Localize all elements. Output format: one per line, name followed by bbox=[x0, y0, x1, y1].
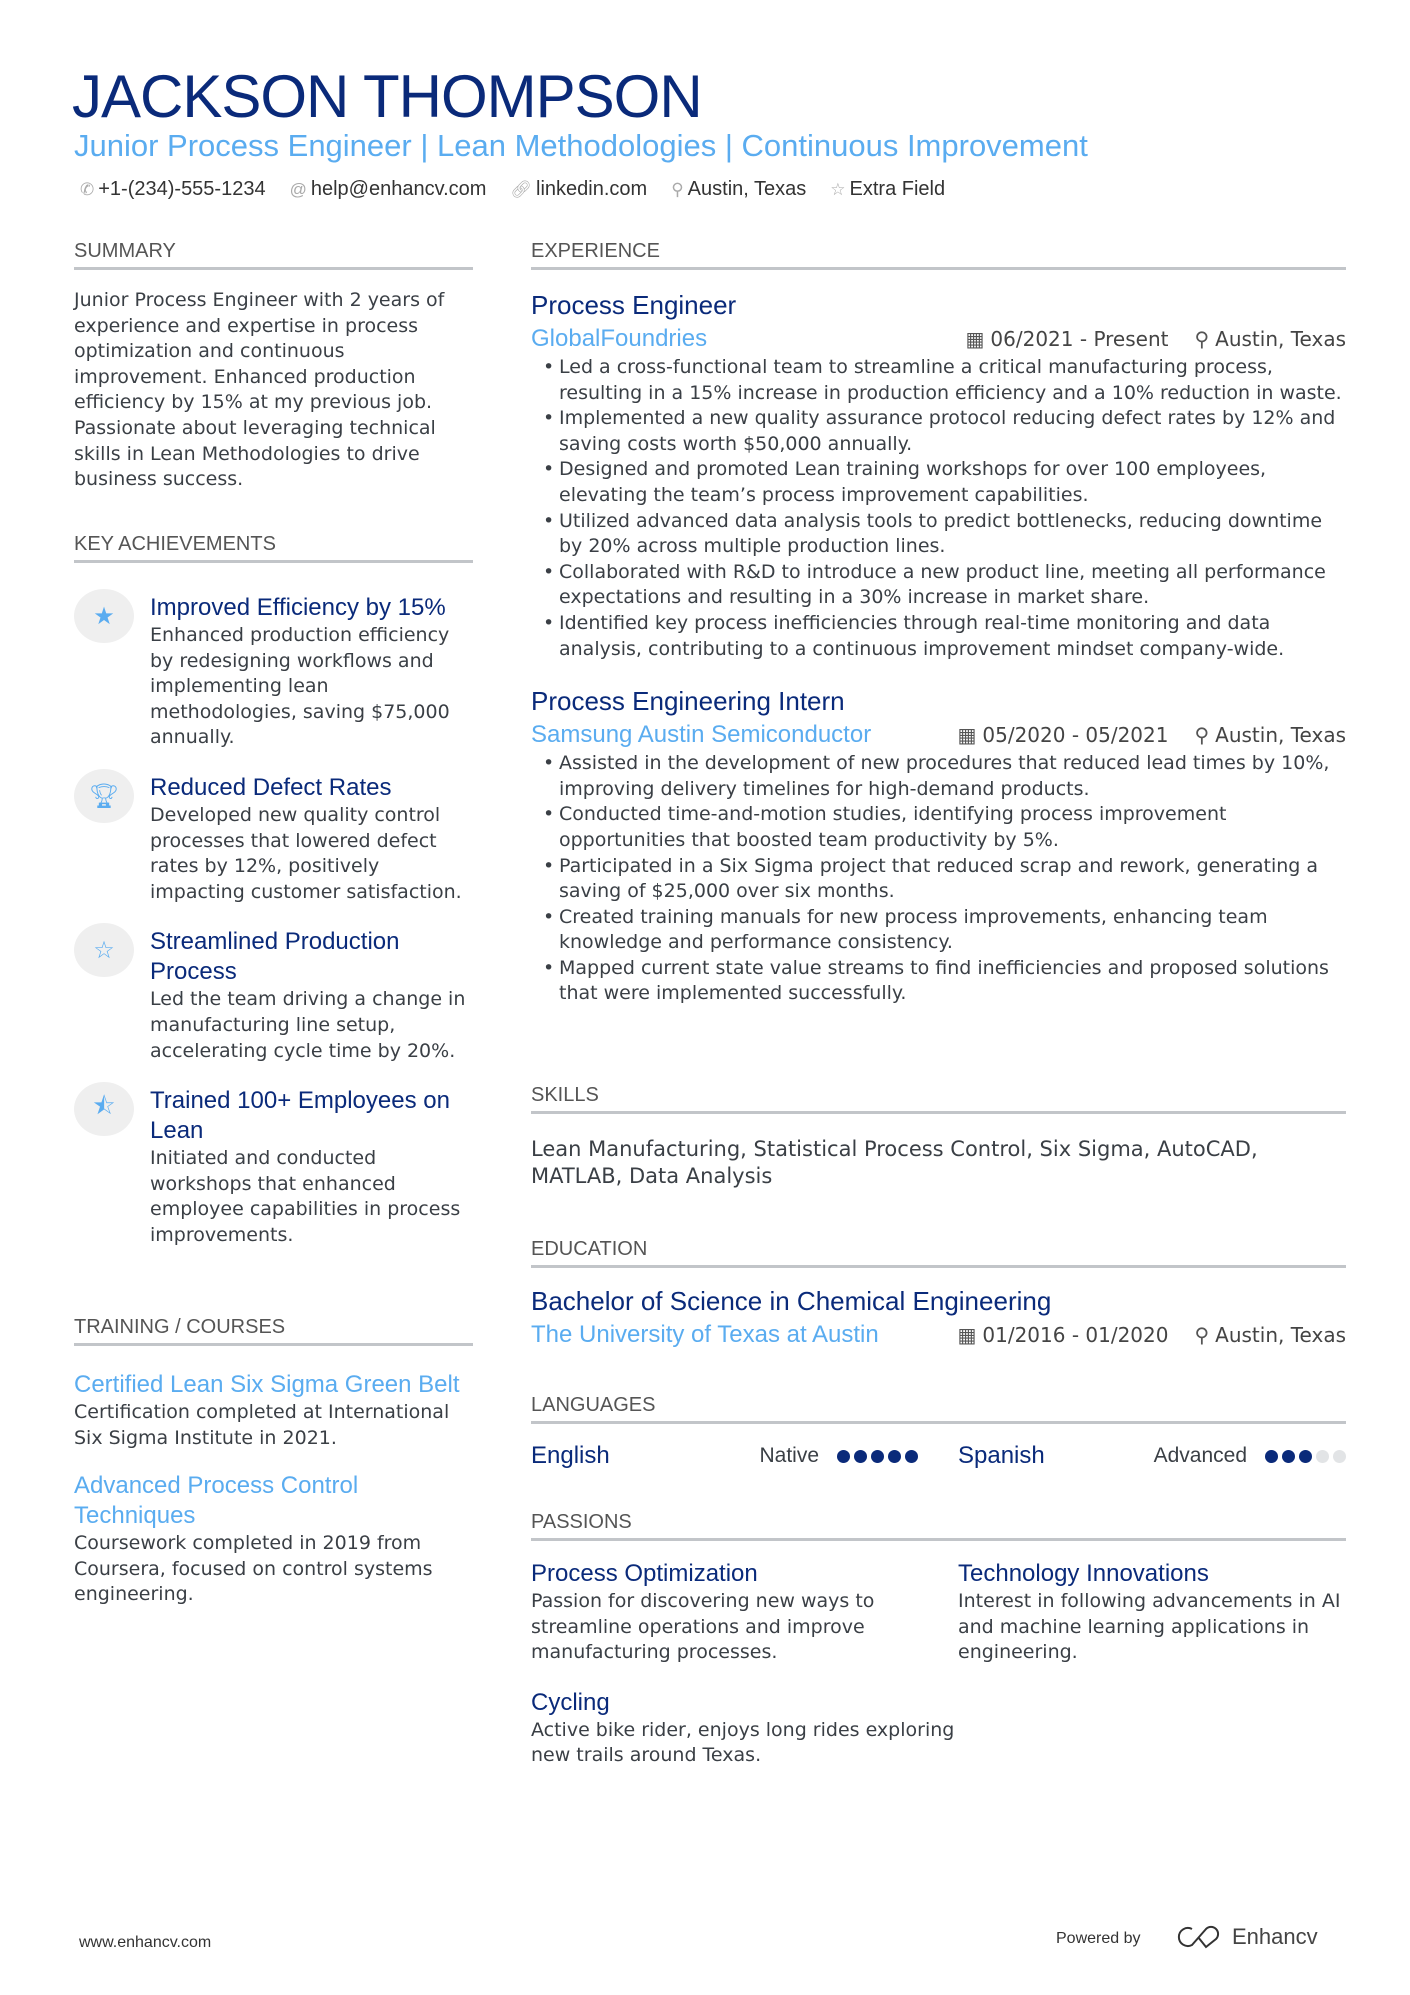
contact-location bbox=[671, 178, 806, 201]
job-title: Process Engineering Intern bbox=[531, 686, 845, 717]
rating-dot-empty bbox=[1333, 1450, 1346, 1463]
section-heading: PASSIONS bbox=[531, 1511, 1346, 1541]
rating-dot-filled bbox=[871, 1450, 884, 1463]
headline: Junior Process Engineer | Lean Methodologies | Continuous Improvement bbox=[74, 128, 1088, 163]
rating-dot-filled bbox=[837, 1450, 850, 1463]
calendar-icon: ▦ bbox=[957, 1323, 977, 1347]
achievement-title: Streamlined Production Process bbox=[150, 928, 400, 986]
passion-text: Active bike rider, enjoys long rides exploring new trails around Texas. bbox=[531, 1718, 955, 1767]
job-location: Austin, Texas bbox=[1215, 327, 1346, 351]
language-name: Spanish bbox=[958, 1442, 1045, 1469]
rating-dot-empty bbox=[1316, 1450, 1329, 1463]
job-location: Austin, Texas bbox=[1215, 723, 1346, 748]
rating-dot-filled bbox=[1299, 1450, 1312, 1463]
job-dates: 06/2021 - Present bbox=[990, 327, 1169, 351]
summary-section bbox=[74, 240, 473, 493]
passion-item bbox=[531, 1559, 958, 1666]
location-pin-icon: ⚲ bbox=[1194, 327, 1210, 351]
calendar-icon: ▦ bbox=[965, 327, 985, 351]
achievement-title: Reduced Defect Rates bbox=[150, 773, 392, 801]
job-bullet: • Created training manuals for new process improvements, enhancing team knowledge and performance consistency. bbox=[531, 905, 1346, 956]
job-bullet: • Conducted time-and-motion studies, identifying process improvement opportunities that boosted team productivity by 5%. bbox=[531, 802, 1346, 853]
phone-icon: ✆ bbox=[80, 180, 95, 199]
contact-email[interactable] bbox=[290, 178, 487, 201]
training-title: Advanced Process Control Techniques bbox=[74, 1472, 359, 1530]
footer-website[interactable]: www.enhancv.com bbox=[79, 1934, 212, 1951]
rating-dots bbox=[1265, 1450, 1346, 1463]
trophy-icon: 🏆︎ bbox=[74, 769, 134, 823]
achievement-title: Improved Efficiency by 15% bbox=[150, 594, 446, 621]
star-outline-icon: ☆ bbox=[74, 923, 134, 977]
achievement-item bbox=[74, 773, 473, 905]
experience-section bbox=[531, 240, 1346, 1007]
job-bullet: • Participated in a Six Sigma project that reduced scrap and rework, generating a saving of $25,000 over six months. bbox=[531, 854, 1346, 905]
job-bullet: • Implemented a new quality assurance protocol reducing defect rates by 12% and saving costs worth $50,000 annually. bbox=[531, 406, 1346, 457]
passion-title: Process Optimization bbox=[531, 1560, 758, 1587]
location-pin-icon: ⚲ bbox=[671, 180, 684, 199]
section-heading: TRAINING / COURSES bbox=[74, 1316, 473, 1346]
section-heading: EXPERIENCE bbox=[531, 240, 1346, 270]
contact-bar bbox=[80, 178, 945, 201]
language-item bbox=[531, 1442, 958, 1470]
job-bullet: • Collaborated with R&D to introduce a new product line, meeting all performance expectations and resulting in a 30% increase in market share. bbox=[531, 560, 1346, 611]
footer-powered-by: Powered by bbox=[1056, 1930, 1141, 1947]
job-bullet: • Designed and promoted Lean training workshops for over 100 employees, elevating the team’s process improvement capabilities. bbox=[531, 457, 1346, 508]
section-heading: KEY ACHIEVEMENTS bbox=[74, 533, 473, 563]
rating-dot-filled bbox=[888, 1450, 901, 1463]
job-bullet: • Assisted in the development of new procedures that reduced lead times by 10%, improving delivery timelines for high-demand products. bbox=[531, 751, 1346, 802]
contact-link[interactable] bbox=[510, 178, 647, 201]
rating-dot-filled bbox=[1265, 1450, 1278, 1463]
training-text: Coursework completed in 2019 from Coursera, focused on control systems engineering. bbox=[74, 1532, 433, 1606]
achievement-text: Enhanced production efficiency by redesigning workflows and implementing lean methodologies, saving $75,000 annually. bbox=[150, 624, 450, 749]
passion-title: Technology Innovations bbox=[958, 1560, 1209, 1587]
passion-text: Passion for discovering new ways to streamline operations and improve manufacturing processes. bbox=[531, 1590, 875, 1664]
achievement-text: Led the team driving a change in manufacturing line setup, accelerating cycle time by 20%. bbox=[150, 988, 466, 1062]
school-name: The University of Texas at Austin bbox=[531, 1321, 879, 1348]
star-icon: ☆ bbox=[830, 180, 846, 199]
achievement-text: Developed new quality control processes that lowered defect rates by 12%, positively impacting customer satisfaction. bbox=[150, 803, 462, 903]
edu-location: Austin, Texas bbox=[1215, 1323, 1346, 1347]
language-level: Advanced bbox=[1153, 1444, 1247, 1467]
achievements-section bbox=[74, 533, 473, 1271]
calendar-icon: ▦ bbox=[957, 723, 977, 748]
candidate-name: JACKSON THOMPSON bbox=[72, 63, 702, 130]
job-entry bbox=[531, 290, 1346, 662]
achievement-item bbox=[74, 593, 473, 751]
location-pin-icon: ⚲ bbox=[1194, 1323, 1210, 1347]
skills-section bbox=[531, 1084, 1346, 1190]
job-bullet: • Identified key process inefficiencies through real-time monitoring and data analysis, contributing to a continuous improvement mindset company-wide. bbox=[531, 611, 1346, 662]
at-icon: @ bbox=[289, 180, 307, 199]
enhancv-logo bbox=[1176, 1924, 1318, 1950]
language-item bbox=[958, 1442, 1346, 1470]
rating-dots bbox=[837, 1450, 918, 1463]
language-level: Native bbox=[759, 1444, 819, 1467]
section-heading: LANGUAGES bbox=[531, 1394, 1346, 1424]
edu-dates: 01/2016 - 01/2020 bbox=[982, 1323, 1169, 1347]
contact-phone[interactable] bbox=[80, 178, 266, 201]
education-section bbox=[531, 1238, 1346, 1349]
star-filled-icon: ★ bbox=[74, 589, 134, 643]
brand-name: Enhancv bbox=[1232, 1924, 1318, 1949]
training-item bbox=[74, 1471, 473, 1608]
location-pin-icon: ⚲ bbox=[1194, 723, 1210, 748]
job-entry bbox=[531, 686, 1346, 1007]
training-section bbox=[74, 1316, 473, 1608]
job-bullet: • Utilized advanced data analysis tools to predict bottlenecks, reducing downtime by 20% across multiple production lines. bbox=[531, 509, 1346, 560]
training-item bbox=[74, 1370, 473, 1451]
job-dates: 05/2020 - 05/2021 bbox=[982, 723, 1169, 748]
training-title: Certified Lean Six Sigma Green Belt bbox=[74, 1371, 460, 1398]
contact-extra bbox=[830, 178, 945, 201]
job-bullet: • Mapped current state value streams to find inefficiencies and proposed solutions that were implemented successfully. bbox=[531, 956, 1346, 1007]
achievement-item bbox=[74, 927, 473, 1064]
job-bullets bbox=[531, 355, 1346, 662]
job-bullets bbox=[531, 751, 1346, 1007]
job-title: Process Engineer bbox=[531, 290, 737, 320]
extra-text: Extra Field bbox=[849, 178, 946, 200]
achievement-text: Initiated and conducted workshops that enhanced employee capabilities in process improvements. bbox=[150, 1147, 461, 1246]
phone-text: +1-(234)-555-1234 bbox=[98, 178, 266, 200]
section-heading: SUMMARY bbox=[74, 240, 473, 270]
job-bullet: • Led a cross-functional team to streamline a critical manufacturing process, resulting in a 15% increase in production efficiency and a 10% reduction in waste. bbox=[531, 355, 1346, 406]
link-icon: 🔗︎ bbox=[510, 180, 533, 199]
degree: Bachelor of Science in Chemical Engineering bbox=[531, 1286, 1052, 1316]
section-heading: SKILLS bbox=[531, 1084, 1346, 1114]
passion-text: Interest in following advancements in AI and machine learning applications in engineering. bbox=[958, 1590, 1341, 1664]
rating-dot-filled bbox=[1282, 1450, 1295, 1463]
passion-item bbox=[958, 1559, 1346, 1666]
training-text: Certification completed at International Six Sigma Institute in 2021. bbox=[74, 1401, 450, 1449]
summary-text: Junior Process Engineer with 2 years of experience and expertise in process optimization and continuous improvement. Enhanced production efficiency by 15% at my previous job. Passionate about leveraging technical skills in Lean Methodologies to drive business success. bbox=[74, 289, 445, 491]
rating-dot-filled bbox=[854, 1450, 867, 1463]
company-name: Samsung Austin Semiconductor bbox=[531, 721, 872, 749]
company-name: GlobalFoundries bbox=[531, 325, 708, 352]
passion-item bbox=[531, 1688, 958, 1769]
languages-section bbox=[531, 1394, 1346, 1470]
passions-section bbox=[531, 1511, 1346, 1769]
email-text: help@enhancv.com bbox=[310, 178, 487, 200]
location-text: Austin, Texas bbox=[687, 178, 807, 200]
language-name: English bbox=[531, 1442, 610, 1469]
skills-text: Lean Manufacturing, Statistical Process Control, Six Sigma, AutoCAD, MATLAB, Data Analysis bbox=[531, 1137, 1258, 1188]
passion-title: Cycling bbox=[531, 1688, 610, 1716]
star-half-icon: ⯪ bbox=[74, 1082, 134, 1136]
link-text: linkedin.com bbox=[536, 178, 648, 200]
rating-dot-filled bbox=[905, 1450, 918, 1463]
section-heading: EDUCATION bbox=[531, 1238, 1346, 1268]
achievement-item bbox=[74, 1086, 473, 1248]
achievement-title: Trained 100+ Employees on Lean bbox=[150, 1087, 450, 1145]
enhancv-logo-icon bbox=[1176, 1925, 1222, 1949]
